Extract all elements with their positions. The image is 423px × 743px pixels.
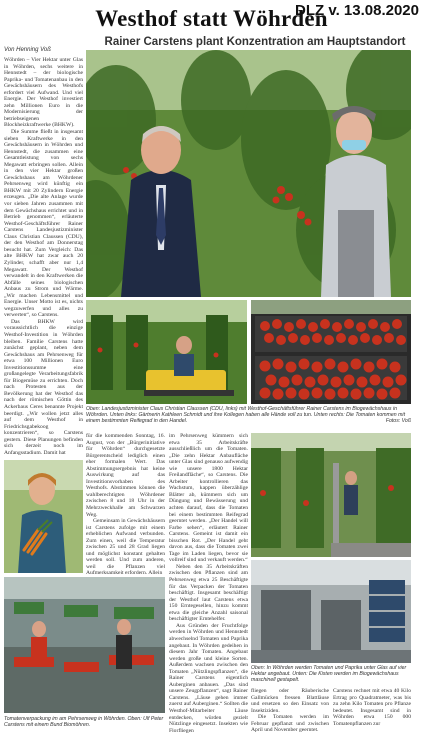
main-photo — [86, 50, 411, 297]
paragraph: Die Summe fließt in insgesamt sieben Kraftwerke in den Gewächshäusern in Wöhrden und Hennstedt, die zusammen eine Gesamtleistung von sechs Megawatt erbringen sollen. Allein in den vier Hektar großen Gewächshaus am Wöhrdener Pehrsenweg wird künftig ein BHKW mit 20 Zylindern Energie erzeugen. „Die alte Anlage wurde vor sieben Jahren zusammen mit dem Gewächshaus errichtet und in Betrieb genommen“, erläuterte Westhof-Geschäftsführer Rainer Carstens Landesjustizminister Claus Christian Claussen (CDU), der den Westhof am Donnerstag besucht hat. Zum Vergleich: Das alte BHKW hat zwar auch 20 Zylinder, schafft aber nur 1,4 Megawatt. Der Westhof verwandelt in den Kraftwerken die Abfälle seines biologischen Anbaus zu Strom und Wärme. „Wir machen Lebensmittel und Energie. Unser Motto ist es, nichts wegzuwerfen und alles zu verwerten“, so Carstens. — [4, 129, 83, 319]
photo-caption-left: Tomatenverpackung im am Pehrsenweg in Wöhrden. Oben: Ulf Peter Carstens mit einem Bund Biomöhren. — [4, 716, 164, 729]
paragraph: Aus Gründen der Fruchtfolge werden in Wöhrden und Hennstedt abwechselnd Tomaten und Paprika angebaut. In Wöhrden gedeihen in diesem Jahr Tomaten. Angebaut werden große und kleine Sorten. Außerdem wachsen zwischen den Tomaten „Nützlingspflanzen“, die Rainer Carstens eigentlich Auberginen anbauen. „Das sind unsere Zeugpflanzen“, sagt Rainer Carstens. „Läuse gehen immer zuerst auf Auberginen.“ Sollten die Westhof-Mitarbeiter Läuse entdecken, würden gezielt Nützlinge eingesetzt. Insekten wie Florfliegen — [169, 622, 248, 734]
photo-caption-top — [86, 406, 411, 430]
photo-credit: Fotos: Voß — [385, 418, 411, 425]
paragraph: Gemeinsam in Gewächshäusern ist Carstens zufolge mit einem erheblichen Aufwand verbunden. Zum einen, weil die Temperatur zwischen 25 und 28 Grad liegen und möglichst konstant gehalten werden soll. Und zum anderen, weil die Pflanzen viel Aufmerksamkeit erfordern. Allein — [86, 518, 165, 577]
greenhouse-worker-photo — [251, 433, 411, 557]
paragraph: Das BHKW wird voraussichtlich die einzige Westhof-Investition in Wöhrden bleiben. Familie Carstens hatte zunächst geplant, neben dem Gewächshaus am Pehrsenweg für etwa 100 Millionen Euro Investitionssumme eine großangelegte Verarbeitungsfabrik für Biogemüse zu errichten. Doch nach Protesten aus der Bevölkerung hat der Westhof das nach der römischen Göttin des Ackerbaus Ceres benannte Projekt beerdigt. „Wir wollen jetzt alles auf dem Westhof in Friedrichsgabekoog konzentrieren“, so Carstens gestern. Diese Planungen befinden sich derzeit noch im Anfangsstadium. Damit hat — [4, 318, 83, 456]
article-headline: Westhof statt Wöhrden — [95, 6, 328, 31]
article-column-3 — [169, 433, 248, 738]
paragraph: fliegen oder Räuberische Gallmücken fressen Blattläuse und ersetzen so den Einsatz von Insektiziden. — [251, 688, 329, 714]
date-stamp: DLZ v. 13.08.2020 — [295, 2, 419, 19]
carrot-photo — [4, 460, 83, 573]
paragraph: für die kommenden Sonntag, 16. August, von der „Bürgerinitiative für Wöhrden“ durchgesetzte Bürgerentscheid lediglich einen eher formalen Wert. Das Abstimmungsergebnis hat keine Auswirkung auf das Investitionsvorhaben des Westhofs. Abstimmen können die wahlberechtigten Wöhrdener zwischen 8 und 18 Uhr in der Mehrzweckhalle am Schwarzen Weg. — [86, 433, 165, 518]
paragraph: im Pehrsenweg kümmern sich etwa 35 Arbeitskräfte ausschließlich um die Tomaten. „Die zehn Hektar Anbaufläche unter Glas sind genauso aufwendig wie unsere 1800 Hektar Freilandfläche“, so Carstens. Die Arbeiter kontrollieren das Wachstum, kappen überzählige Blätter ab, kümmern sich um Düngung und Bewässerung und achten darauf, dass die Tomaten bei einem bestimmten Reifegrad geerntet werden. „Der Handel will Farbe sehen“, erläutert Rainer Carstens. Gemeint ist damit ein bisschen Rot. „Der Handel geht davon aus, dass die Tomaten zwei Tage im Laden liegen, bevor sie vollreif sind und verkauft werden.“ — [169, 433, 248, 564]
crate-stacking-photo — [251, 560, 411, 663]
caption-text: Oben: Landesjustizminister Claus Christian Claussen (CDU, links) mit Westhof-Geschäftsführer Rainer Carstens im Biogewächshaus in Wöhrden. Unten links: Gärtnerin Kathleen Schmidt und ihre Kollegen haben alle Hände voll zu tun. Unten rechts: Die Tomaten kommen mit einem bestimmten Reifegrad in den Handel. — [86, 406, 406, 425]
photo-caption-right: Oben: In Wöhrden werden Tomaten und Paprika unter Glas auf vier Hektar angebaut. Unten: Die Kisten werden im Biogewächshaus maschinell gestapelt. — [251, 665, 407, 684]
paragraph: Neben den 35 Arbeitskräften zwischen den Pflanzen sind am Pehrsenweg etwa 25 Beschäftigte für das Verpacken der Tomaten beschäftigt. Insgesamt beschäftigt der Westhof laut Carstens etwa 150 Erntegesellen, hinzu kommt etwa die gleiche Anzahl saisonal beschäftigter Erntehelfer. — [169, 563, 248, 623]
tomato-boxes-photo — [251, 300, 411, 404]
worker-cart-photo — [86, 300, 247, 404]
article-column-5 — [333, 688, 411, 740]
paragraph: Wöhrden – Vier Hektar unter Glas in Wöhrden, sechs weitere in Hennstedt – der biologische Paprika- und Tomatenanbau in den Gewächshäusern des Westhofs erfordert viel Aufwand. Und viel Energie. Der Westhof investiert zehn Millionen Euro in die Modernisierung der betriebseigenen Blockheizkraftwerke (BHKW). — [4, 57, 83, 129]
paragraph: Carstens rechnet mit etwa 40 Kilo Ertrag pro Quadratmeter, was bis zu zehn Kilo Tomaten pro Pflanze bedeutet. Insgesamt sind in Wöhrden etwa 150 000 Tomatenpflanzen zur — [333, 688, 411, 727]
article-column-4 — [251, 688, 329, 740]
article-column-2 — [86, 433, 165, 588]
packing-photo — [4, 577, 165, 713]
byline: Von Henning Voß — [4, 47, 51, 53]
article-subheadline: Rainer Carstens plant Konzentration am Hauptstandort — [104, 36, 406, 48]
article-column-1 — [4, 57, 83, 460]
paragraph: Die Tomaten werden im Februar gepflanzt und zwischen April und November geerntet. — [251, 714, 329, 734]
